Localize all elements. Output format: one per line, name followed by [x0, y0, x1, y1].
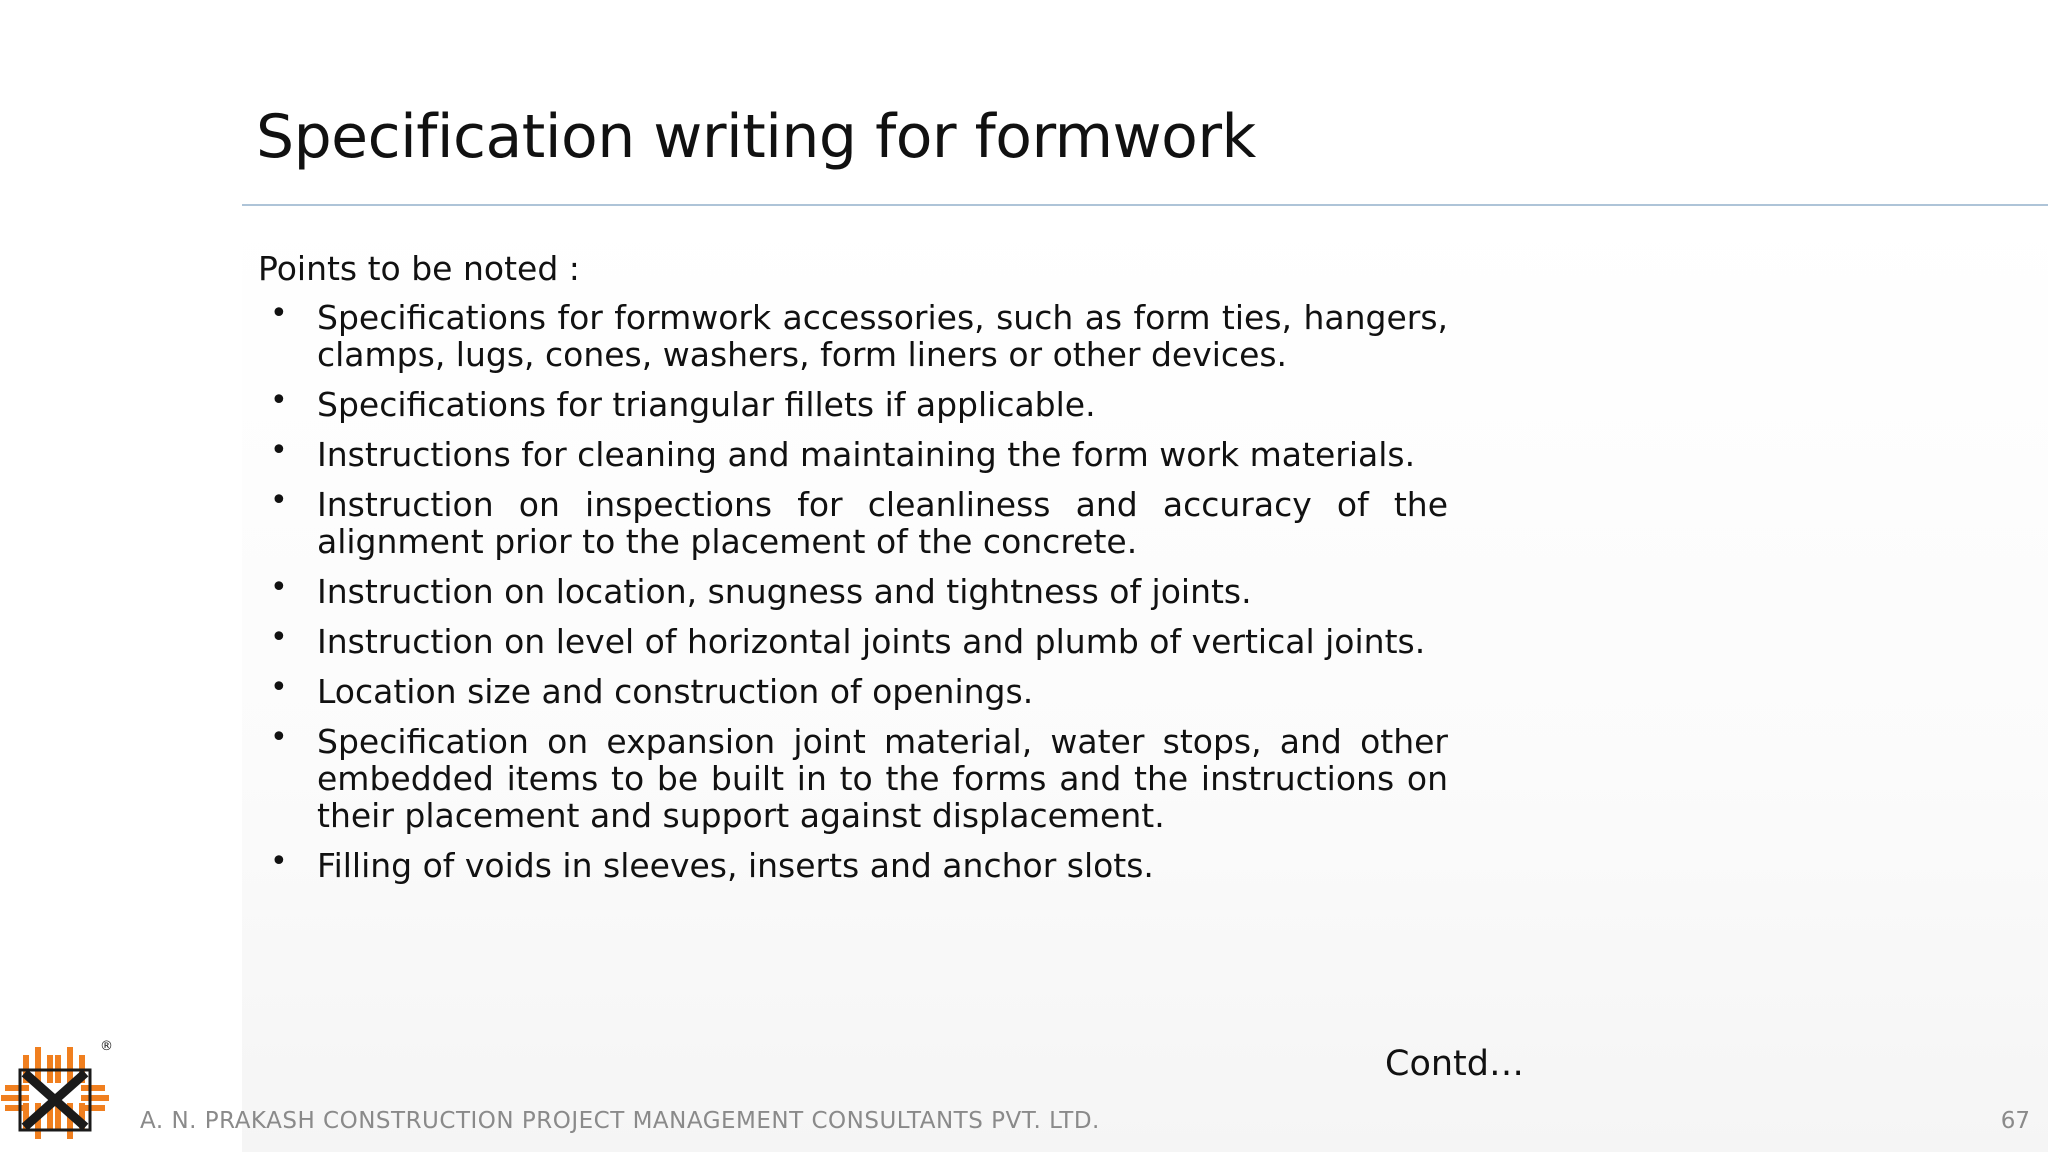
- bullet-list: [258, 296, 1448, 885]
- list-item: [258, 844, 1448, 885]
- list-item: [258, 570, 1448, 611]
- list-item: [258, 620, 1448, 661]
- bullet-icon: •: [270, 570, 288, 605]
- footer-company-name: A. N. PRAKASH CONSTRUCTION PROJECT MANAGEMENT CONSULTANTS PVT. LTD.: [140, 1108, 1100, 1134]
- continued-label: Contd…: [1385, 1044, 1524, 1084]
- bullet-icon: •: [270, 670, 288, 705]
- slide-body: [258, 250, 1448, 897]
- bullet-icon: •: [270, 383, 288, 418]
- bullet-icon: •: [270, 483, 288, 518]
- list-item-text: Specification on expansion joint material, water stops, and other embedded items to be built in to the forms and the instructions on their placement and support against displacement.: [317, 722, 1448, 835]
- list-item-text: Instruction on level of horizontal joints and plumb of vertical joints.: [317, 622, 1426, 661]
- list-item: [258, 296, 1448, 374]
- list-item-text: Specifications for triangular fillets if applicable.: [317, 385, 1096, 424]
- page-number: 67: [2000, 1108, 2030, 1134]
- list-item-text: Instructions for cleaning and maintaining the form work materials.: [317, 435, 1416, 474]
- bullet-icon: •: [270, 844, 288, 879]
- list-item-text: Filling of voids in sleeves, inserts and anchor slots.: [317, 846, 1154, 885]
- slide-title: Specification writing for formwork: [256, 102, 1256, 172]
- intro-text: Points to be noted :: [258, 249, 580, 288]
- company-logo-icon: [0, 1036, 116, 1152]
- list-item: [258, 483, 1448, 561]
- bullet-icon: •: [270, 620, 288, 655]
- list-item: [258, 670, 1448, 711]
- title-divider: [242, 204, 2048, 206]
- registered-mark: ®: [100, 1039, 113, 1054]
- bullet-icon: •: [270, 433, 288, 468]
- list-item-text: Instruction on inspections for cleanliness and accuracy of the alignment prior to the placement of the concrete.: [317, 485, 1448, 561]
- list-item-text: Instruction on location, snugness and tightness of joints.: [317, 572, 1252, 611]
- list-item: [258, 720, 1448, 835]
- bullet-icon: •: [270, 720, 288, 755]
- list-item-text: Location size and construction of openings.: [317, 672, 1034, 711]
- list-item-text: Specifications for formwork accessories, such as form ties, hangers, clamps, lugs, cones, washers, form liners or other devices.: [317, 298, 1448, 374]
- list-item: [258, 383, 1448, 424]
- list-item: [258, 433, 1448, 474]
- bullet-icon: •: [270, 296, 288, 331]
